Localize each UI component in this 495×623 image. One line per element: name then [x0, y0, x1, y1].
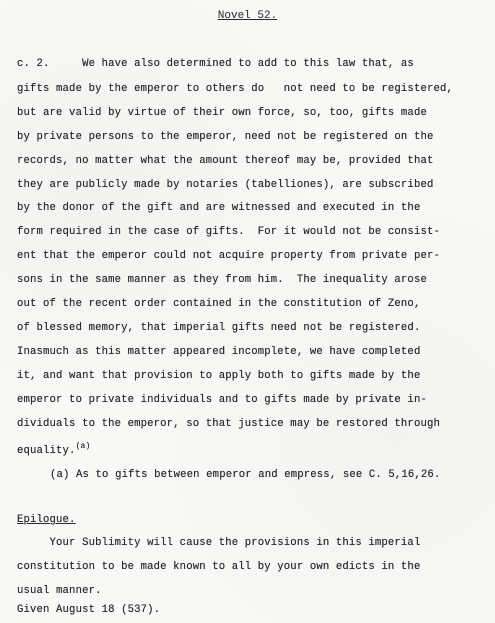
- last-line-text: equality.: [17, 445, 76, 457]
- epilogue-line: constitution to be made known to all by your own edicts in the: [17, 561, 421, 573]
- body-line: gifts made by the emperor to others do not need to be registered,: [17, 83, 453, 95]
- epilogue-heading: Epilogue.: [17, 514, 76, 526]
- body-last-line: [17, 442, 91, 457]
- given-date: Given August 18 (537).: [17, 604, 161, 616]
- epilogue-line: Your Sublimity will cause the provisions in this imperial: [17, 537, 421, 549]
- body-line: ent that the emperor could not acquire property from private per-: [17, 250, 440, 262]
- page-title: Novel 52.: [217, 10, 278, 22]
- body-line: it, and want that provision to apply both to gifts made by the: [17, 370, 421, 382]
- body-line: by private persons to the emperor, need not be registered on the: [17, 131, 434, 143]
- body-line: dividuals to the emperor, so that justice may be restored through: [17, 418, 440, 430]
- epilogue-line: usual manner.: [17, 585, 102, 597]
- body-line: sons in the same manner as they from him. The inequality arose: [17, 274, 427, 286]
- body-line: form required in the case of gifts. For it would not be consist-: [17, 226, 440, 238]
- body-line: Inasmuch as this matter appeared incomplete, we have completed: [17, 346, 421, 358]
- body-line: emperor to private individuals and to gifts made by private in-: [17, 394, 427, 406]
- body-line: of blessed memory, that imperial gifts need not be registered.: [17, 322, 421, 334]
- body-line: they are publicly made by notaries (tabelliones), are subscribed: [17, 179, 434, 191]
- body-line: by the donor of the gift and are witnessed and executed in the: [17, 202, 421, 214]
- footnote: (a) As to gifts between emperor and empress, see C. 5,16,26.: [50, 469, 441, 481]
- body-line: but are valid by virtue of their own force, so, too, gifts made: [17, 107, 427, 119]
- body-line: records, no matter what the amount thereof may be, provided that: [17, 155, 434, 167]
- footnote-marker: (a): [75, 442, 91, 451]
- body-line: c. 2. We have also determined to add to this law that, as: [17, 58, 414, 70]
- body-line: out of the recent order contained in the constitution of Zeno,: [17, 298, 421, 310]
